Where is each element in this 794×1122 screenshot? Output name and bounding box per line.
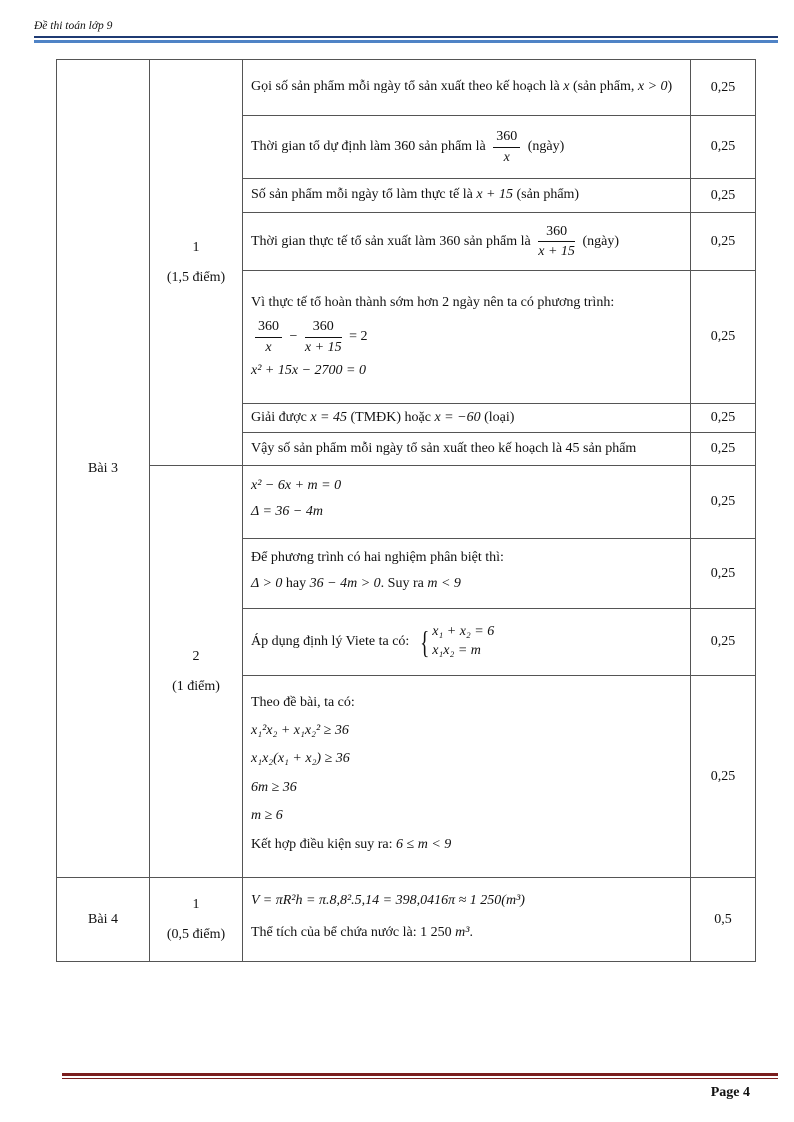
table-row — [57, 878, 756, 962]
solution-step: Gọi số sản phẩm mỗi ngày tổ sản xuất theo kế hoạch là x (sản phẩm, x > 0) — [243, 60, 691, 116]
part-label-bai4-1: 1 (0,5 điểm) — [150, 878, 243, 962]
score-cell: 0,5 — [691, 878, 756, 962]
table-row — [57, 466, 756, 539]
score-cell: 0,25 — [691, 404, 756, 433]
fraction: $\frac{360}{x}$ — [255, 319, 282, 355]
solution-step: Số sản phẩm mỗi ngày tổ làm thực tế là x + 15 (sản phẩm) — [243, 179, 691, 213]
solution-step: Theo đề bài, ta có: x₁²x₂ + x₁x₂² ≥ 36 x₁x₂(x₁ + x₂) ≥ 36 6m ≥ 36 m ≥ 6 Kết hợp điều kiện suy ra: 6 ≤ m < 9 — [243, 676, 691, 878]
score-cell: 0,25 — [691, 466, 756, 539]
score-cell: 0,25 — [691, 116, 756, 179]
footer-rule — [62, 1073, 778, 1076]
part-label-bai3-2: 2 (1 điểm) — [150, 466, 243, 878]
solution-step: Vậy số sản phẩm mỗi ngày tổ sản xuất theo kế hoạch là 45 sản phẩm — [243, 433, 691, 466]
solution-step: Giải được x = 45 (TMĐK) hoặc x = −60 (loại) — [243, 404, 691, 433]
score-cell: 0,25 — [691, 271, 756, 404]
fraction: $\frac{360}{x + 15}$ — [538, 223, 575, 259]
solution-table — [56, 59, 756, 962]
solution-step: Áp dụng định lý Viete ta có: { x₁ + x₂ = 6 x₁x₂ = m — [243, 609, 691, 676]
fraction: $\frac{360}{x + 15}$ — [304, 319, 342, 355]
score-cell: 0,25 — [691, 433, 756, 466]
solution-step: Thời gian thực tế tổ sản xuất làm 360 sản phẩm là $\frac{360}{x + 15}$ (ngày) — [243, 213, 691, 271]
header-rule-accent — [34, 40, 778, 43]
solution-step: Vì thực tế tổ hoàn thành sớm hơn 2 ngày nên ta có phương trình: $\frac{360}{x}$ − $\frac{360}{x + 15}$ = 2 x² + 15x − 2700 = 0 — [243, 271, 691, 404]
score-cell: 0,25 — [691, 539, 756, 609]
equation-system: { x₁ + x₂ = 6 x₁x₂ = m — [419, 624, 495, 661]
page-number: Page 4 — [710, 1085, 750, 1100]
score-cell: 0,25 — [691, 179, 756, 213]
problem-label-bai3: Bài 3 — [57, 60, 150, 878]
footer-rule-thin — [62, 1078, 778, 1079]
score-cell: 0,25 — [691, 60, 756, 116]
problem-label-bai4: Bài 4 — [57, 878, 150, 962]
part-label-bai3-1: 1 (1,5 điểm) — [150, 60, 243, 466]
score-cell: 0,25 — [691, 213, 756, 271]
header-title: Đề thi toán lớp 9 — [34, 20, 113, 32]
solution-step: x² − 6x + m = 0 Δ = 36 − 4m — [243, 466, 691, 539]
fraction: $\frac{360}{x}$ — [493, 129, 520, 165]
score-cell: 0,25 — [691, 609, 756, 676]
header-rule — [34, 36, 778, 38]
solution-step: Để phương trình có hai nghiệm phân biệt thì: Δ > 0 hay 36 − 4m > 0. Suy ra m < 9 — [243, 539, 691, 609]
solution-step: Thời gian tổ dự định làm 360 sản phẩm là $\frac{360}{x}$ (ngày) — [243, 116, 691, 179]
score-cell: 0,25 — [691, 676, 756, 878]
table-row — [57, 60, 756, 116]
solution-step: V = πR²h = π.8,8².5,14 = 398,0416π ≈ 1 250(m³) Thể tích của bể chứa nước là: 1 250 m³. — [243, 878, 691, 962]
